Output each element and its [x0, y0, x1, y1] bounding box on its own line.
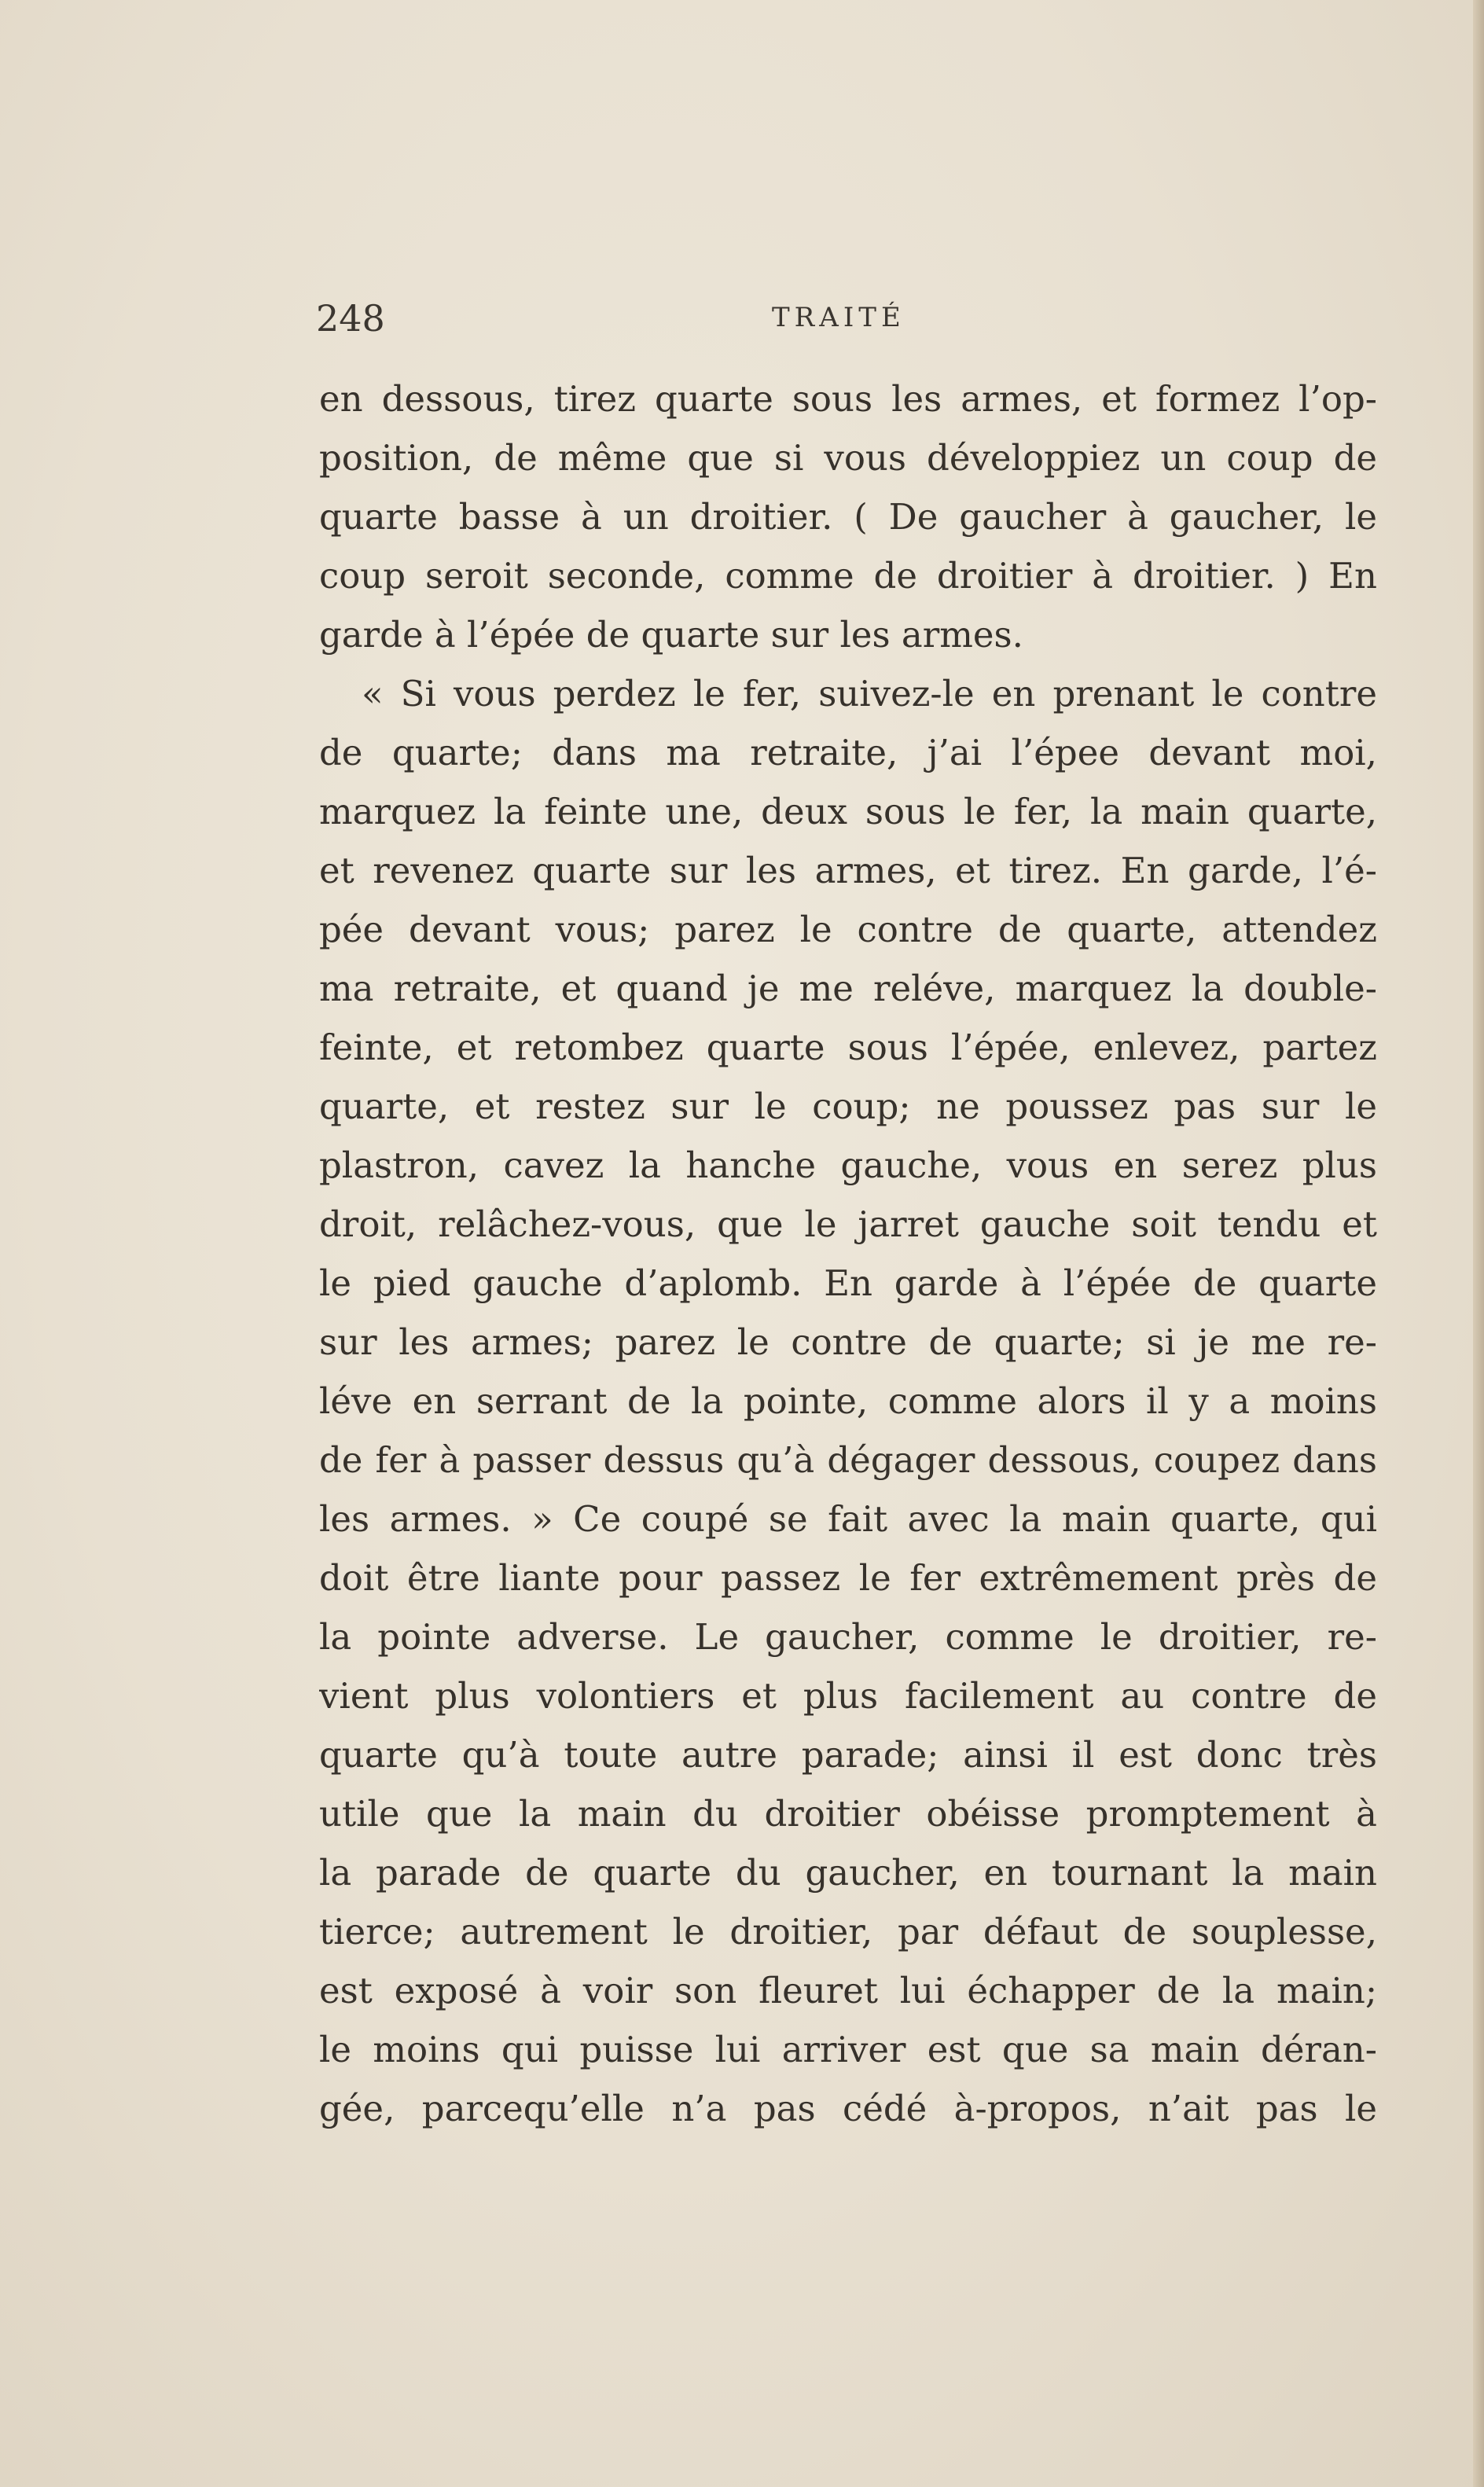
text-line: plastron, cavez la hanche gauche, vous en serez plus — [319, 1144, 1377, 1186]
text-line: position, de même que si vous développiez un coup de — [319, 437, 1377, 479]
running-head — [316, 297, 1377, 344]
text-line: utile que la main du droitier obéisse promptement à — [319, 1793, 1377, 1835]
text-line: la pointe adverse. Le gaucher, comme le droitier, re- — [319, 1616, 1377, 1658]
text-line: sur les armes; parez le contre de quarte; si je me re- — [319, 1321, 1377, 1363]
text-line: de quarte; dans ma retraite, j’ai l’épee devant moi, — [319, 732, 1377, 773]
text-line: doit être liante pour passez le fer extrêmement près de — [319, 1557, 1377, 1599]
page-number: 248 — [316, 297, 385, 340]
text-line: marquez la feinte une, deux sous le fer, la main quarte, — [319, 791, 1377, 832]
text-line: quarte qu’à toute autre parade; ainsi il est donc très — [319, 1734, 1377, 1776]
text-line: quarte basse à un droitier. ( De gaucher à gaucher, le — [319, 496, 1377, 538]
text-line: ma retraite, et quand je me reléve, marquez la double- — [319, 968, 1377, 1009]
text-line: léve en serrant de la pointe, comme alors il y a moins — [319, 1380, 1377, 1422]
text-line: le pied gauche d’aplomb. En garde à l’épée de quarte — [319, 1262, 1377, 1304]
text-line: vient plus volontiers et plus facilement au contre de — [319, 1675, 1377, 1717]
text-line: en dessous, tirez quarte sous les armes, et formez l’op- — [319, 378, 1377, 420]
text-line: tierce; autrement le droitier, par défaut de souplesse, — [319, 1911, 1377, 1952]
text-line: droit, relâchez-vous, que le jarret gauche soit tendu et — [319, 1203, 1377, 1245]
text-line: la parade de quarte du gaucher, en tournant la main — [319, 1852, 1377, 1894]
text-line: de fer à passer dessus qu’à dégager dessous, coupez dans — [319, 1439, 1377, 1481]
running-title: TRAITÉ — [772, 302, 905, 333]
text-line: est exposé à voir son fleuret lui échapper de la main; — [319, 1970, 1377, 2011]
text-line: « Si vous perdez le fer, suivez-le en prenant le contre — [362, 673, 1377, 715]
text-line: et revenez quarte sur les armes, et tirez. En garde, l’é- — [319, 850, 1377, 891]
text-line: garde à l’épée de quarte sur les armes. — [319, 614, 1023, 656]
text-line: les armes. » Ce coupé se fait avec la main quarte, qui — [319, 1498, 1377, 1540]
text-line: le moins qui puisse lui arriver est que sa main déran- — [319, 2029, 1377, 2070]
text-line: quarte, et restez sur le coup; ne poussez pas sur le — [319, 1086, 1377, 1127]
text-line: pée devant vous; parez le contre de quarte, attendez — [319, 909, 1377, 950]
body-text — [319, 369, 1377, 2138]
text-line: coup seroit seconde, comme de droitier à droitier. ) En — [319, 555, 1377, 597]
text-line: feinte, et retombez quarte sous l’épée, enlevez, partez — [319, 1027, 1377, 1068]
text-line: gée, parcequ’elle n’a pas cédé à-propos, n’ait pas le — [319, 2088, 1377, 2129]
page-edge-shadow — [1473, 0, 1484, 2487]
